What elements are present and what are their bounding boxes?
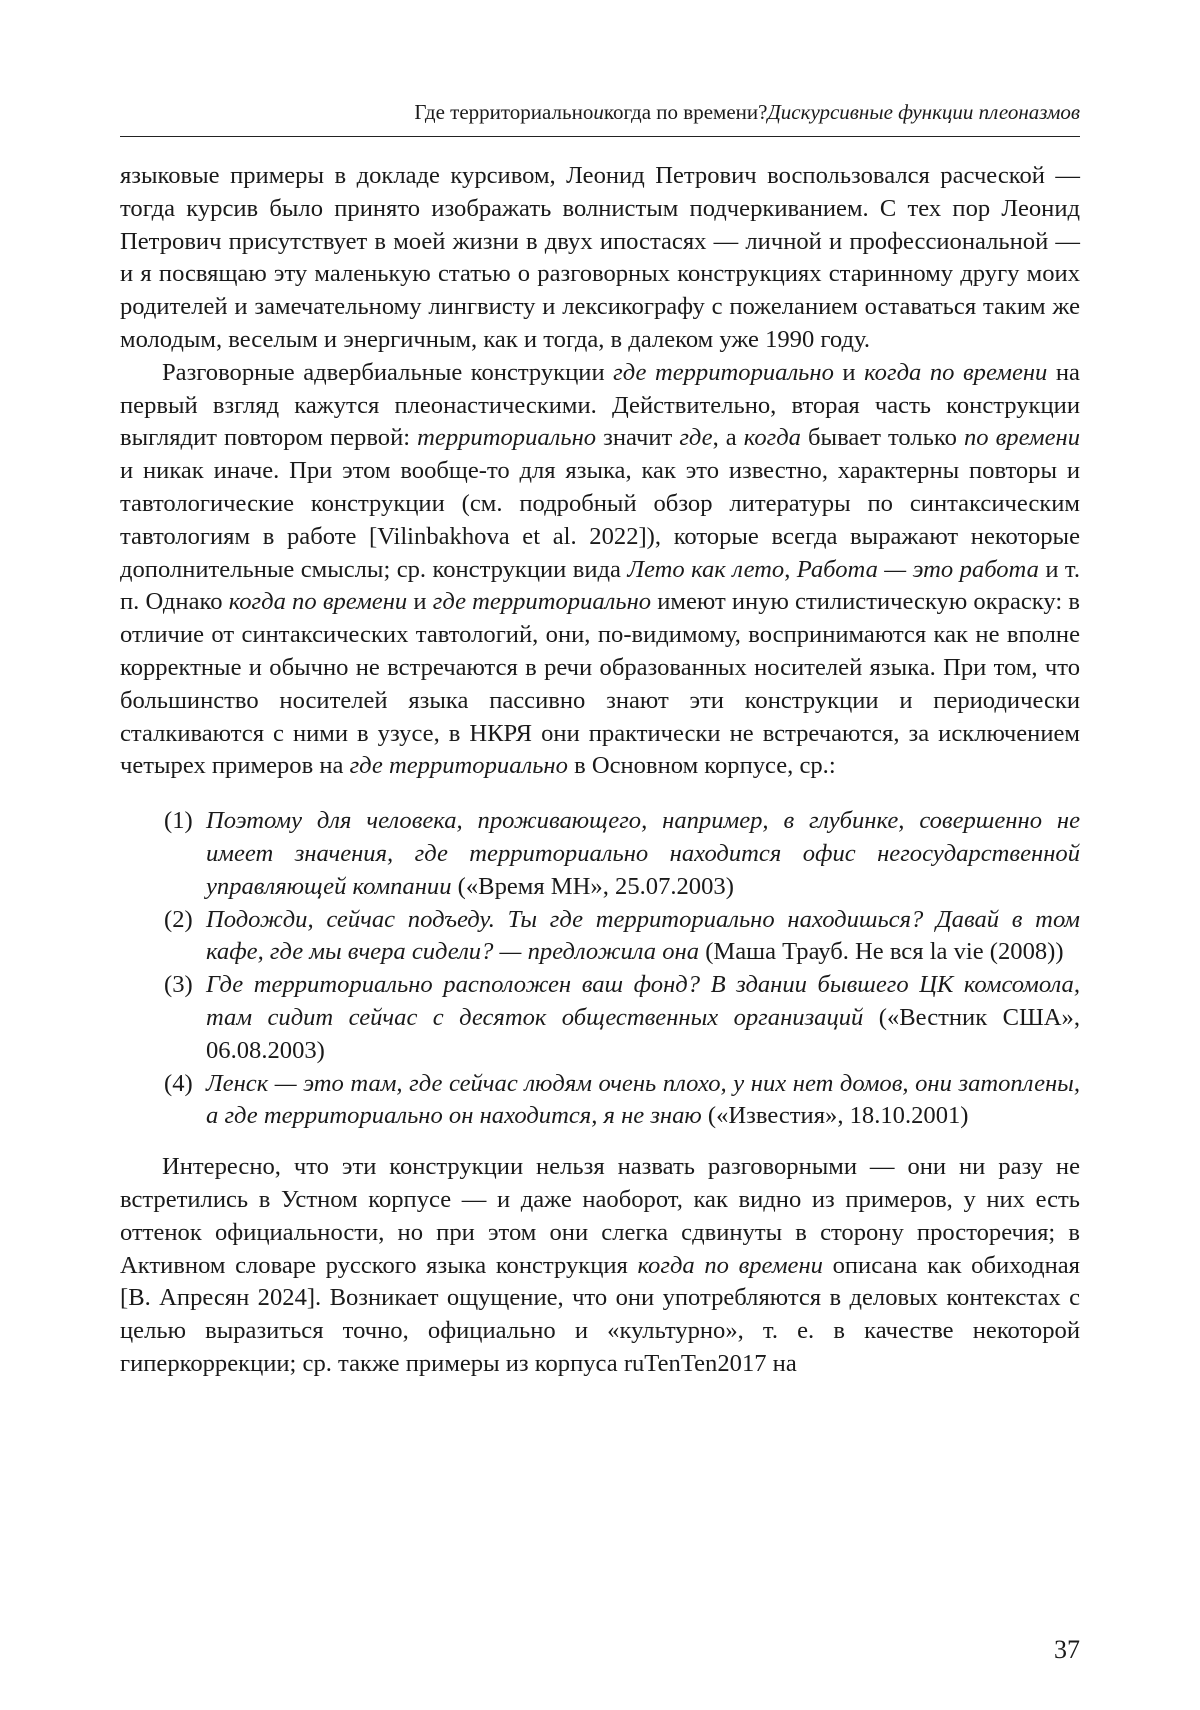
example-text: Ленск — это там, где сейчас людям очень плохо, у них нет домов, они затоплены, а где территориально он находится, я не знаю («Известия», 18.10.2001): [206, 1069, 1080, 1130]
example-item: [120, 805, 1080, 903]
running-header-text: Где территориальноикогда по времени?Дискурсивные функции плеоназмов: [414, 100, 1080, 124]
example-number: (3): [164, 971, 193, 999]
page-number: 37: [1054, 1635, 1080, 1664]
paragraph-3: Интересно, что эти конструкции нельзя назвать разговорными — они ни разу не встретились в Устном корпусе — и даже наоборот, как видно из примеров, у них есть оттенок официальности, но при этом они слегка сдвинуты в сторону просторечия; в Активном словаре русского языка конструкция когда по времени описана как обиходная [В. Апресян 2024]. Возникает ощущение, что они употребляются в деловых контекстах с целью выразиться точно, официально и «культурно», т. е. в качестве некоторой гиперкоррекции; ср. также примеры из корпуса ruTenTen2017 на: [120, 1153, 1080, 1377]
example-text: Подожди, сейчас подъеду. Ты где территориально находишься? Давай в том кафе, где мы вчера сидели? — предложила она (Маша Трауб. Не вся la vie (2008)): [206, 905, 1080, 966]
article-body: [120, 160, 1080, 1381]
paragraph-1: языковые примеры в докладе курсивом, Леонид Петрович воспользовался расческой — тогда курсив было принято изображать волнистым подчеркиванием. С тех пор Леонид Петрович присутствует в моей жизни в двух ипостасях — личной и профессиональной — и я посвящаю эту маленькую статью о разговорных конструкциях старинному другу моих родителей и замечательному лингвисту и лексикографу с пожеланием оставаться таким же молодым, веселым и энергичным, как и тогда, в далеком уже 1990 году.: [120, 162, 1080, 353]
running-header: [120, 98, 1080, 137]
example-list: [120, 805, 1080, 1133]
example-item: [120, 969, 1080, 1067]
example-number: (2): [164, 905, 193, 933]
example-number: (1): [164, 807, 193, 835]
paragraph-2: Разговорные адвербиальные конструкции где территориально и когда по времени на первый взгляд кажутся плеонастическими. Действительно, вторая часть конструкции выглядит повтором первой: территориально значит где, а когда бывает только по времени и никак иначе. При этом вообще-то для языка, как это известно, характерны повторы и тавтологические конструкции (см. подробный обзор литературы по синтаксическим тавтологиям в работе [Vilinbakhova et al. 2022]), которые всегда выражают некоторые дополнительные смыслы; ср. конструкции вида Лето как лето, Работа — это работа и т. п. Однако когда по времени и где территориально имеют иную стилистическую окраску: в отличие от синтаксических тавтологий, они, по-видимому, воспринимаются как не вполне корректные и обычно не встречаются в речи образованных носителей языка. При том, что большинство носителей языка пассивно знают эти конструкции и периодически сталкиваются с ними в узусе, в НКРЯ они практически не встречаются, за исключением четырех примеров на где территориально в Основном корпусе, ср.:: [120, 358, 1081, 780]
example-text: Где территориально расположен ваш фонд? В здании бывшего ЦК комсомола, там сидит сейчас с десяток общественных организаций («Вестник США», 06.08.2003): [206, 971, 1080, 1064]
example-number: (4): [164, 1069, 193, 1097]
example-item: [120, 904, 1080, 970]
example-item: [120, 1068, 1080, 1134]
example-text: Поэтому для человека, проживающего, например, в глубинке, совершенно не имеет значения, где территориально находится офис негосударственной управляющей компании («Время МН», 25.07.2003): [206, 807, 1080, 900]
